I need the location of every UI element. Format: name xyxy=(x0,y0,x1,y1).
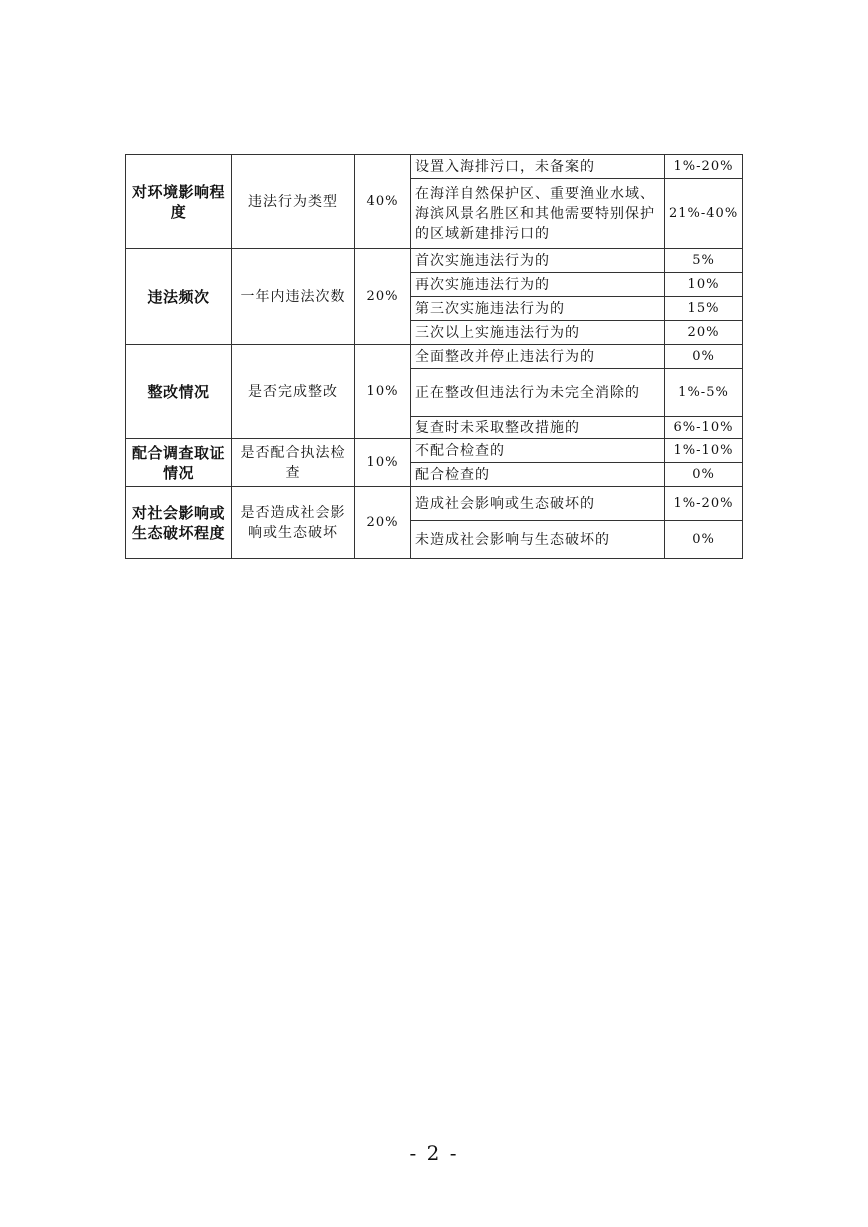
indicator-cell: 违法行为类型 xyxy=(232,155,355,249)
range-cell: 5% xyxy=(665,249,743,273)
situation-cell: 复查时未采取整改措施的 xyxy=(411,417,665,439)
situation-cell: 全面整改并停止违法行为的 xyxy=(411,345,665,369)
indicator-cell: 一年内违法次数 xyxy=(232,249,355,345)
page-number: - 2 - xyxy=(409,1141,459,1165)
weight-cell: 10% xyxy=(355,439,411,487)
indicator-cell: 是否配合执法检查 xyxy=(232,439,355,487)
table-row xyxy=(126,487,743,521)
table-row xyxy=(126,345,743,369)
range-cell: 15% xyxy=(665,297,743,321)
situation-cell: 未造成社会影响与生态破坏的 xyxy=(411,521,665,559)
category-cell: 配合调查取证情况 xyxy=(126,439,232,487)
situation-cell: 不配合检查的 xyxy=(411,439,665,463)
weight-cell: 20% xyxy=(355,487,411,559)
situation-cell: 首次实施违法行为的 xyxy=(411,249,665,273)
table-row xyxy=(126,249,743,273)
range-cell: 1%-20% xyxy=(665,155,743,179)
situation-cell: 再次实施违法行为的 xyxy=(411,273,665,297)
situation-cell: 配合检查的 xyxy=(411,463,665,487)
range-cell: 0% xyxy=(665,521,743,559)
criteria-table xyxy=(125,154,743,559)
range-cell: 20% xyxy=(665,321,743,345)
weight-cell: 40% xyxy=(355,155,411,249)
situation-cell: 设置入海排污口，未备案的 xyxy=(411,155,665,179)
range-cell: 1%-5% xyxy=(665,369,743,417)
situation-cell: 三次以上实施违法行为的 xyxy=(411,321,665,345)
situation-cell: 第三次实施违法行为的 xyxy=(411,297,665,321)
situation-cell: 造成社会影响或生态破坏的 xyxy=(411,487,665,521)
table-row xyxy=(126,155,743,179)
range-cell: 1%-10% xyxy=(665,439,743,463)
indicator-cell: 是否完成整改 xyxy=(232,345,355,439)
range-cell: 0% xyxy=(665,345,743,369)
table-row xyxy=(126,439,743,463)
range-cell: 21%-40% xyxy=(665,179,743,249)
indicator-cell: 是否造成社会影响或生态破坏 xyxy=(232,487,355,559)
range-cell: 6%-10% xyxy=(665,417,743,439)
situation-cell: 正在整改但违法行为未完全消除的 xyxy=(411,369,665,417)
range-cell: 1%-20% xyxy=(665,487,743,521)
weight-cell: 20% xyxy=(355,249,411,345)
weight-cell: 10% xyxy=(355,345,411,439)
category-cell: 整改情况 xyxy=(126,345,232,439)
range-cell: 0% xyxy=(665,463,743,487)
category-cell: 对环境影响程度 xyxy=(126,155,232,249)
category-cell: 违法频次 xyxy=(126,249,232,345)
situation-cell: 在海洋自然保护区、重要渔业水域、海滨风景名胜区和其他需要特别保护的区域新建排污口的 xyxy=(411,179,665,249)
range-cell: 10% xyxy=(665,273,743,297)
category-cell: 对社会影响或生态破坏程度 xyxy=(126,487,232,559)
